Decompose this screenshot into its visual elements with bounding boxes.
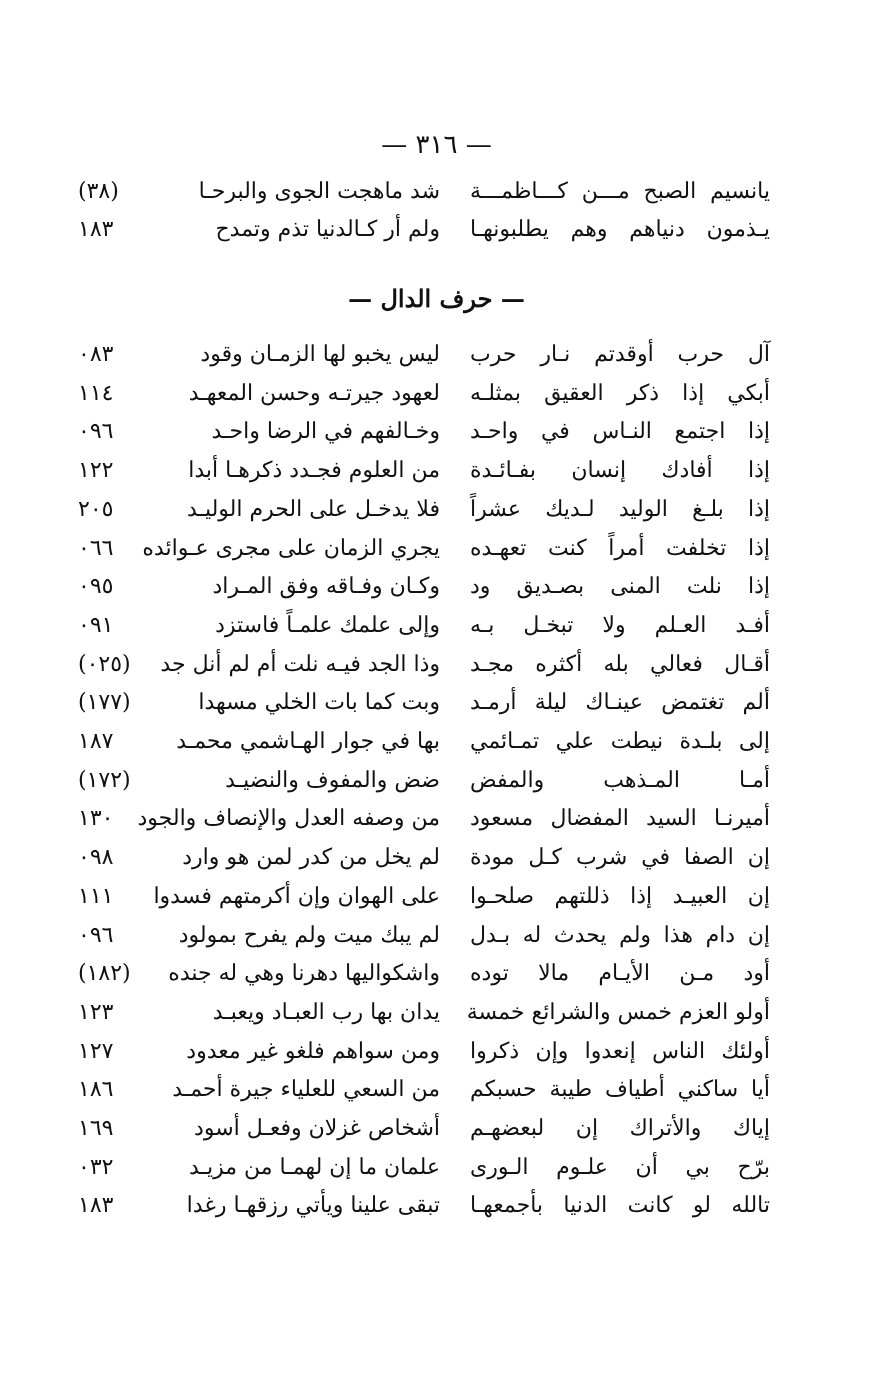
- verse-row: [78, 839, 770, 877]
- page-reference: ٢٠٥: [78, 496, 114, 522]
- first-hemistich: ألم تغتمض عينـاك ليلة أرمـد: [470, 690, 770, 716]
- first-hemistich: أبكي إذا ذكر العقيق بمثلـه: [470, 380, 770, 406]
- second-hemistich: شد ماهجت الجوى والبرحـا: [198, 179, 440, 204]
- second-hemistich: بها في جوار الهـاشمي محمـد: [176, 729, 440, 754]
- verse-row: [78, 336, 770, 374]
- first-hemistich: إذا اجتمع النـاس في واحـد: [470, 419, 770, 445]
- first-hemistich: يانسيم الصبح مـــن كـــاظمـــة: [470, 179, 770, 204]
- second-hemistich: وخـالفهم في الرضا واحـد: [211, 419, 440, 445]
- page-reference: (١٨٢): [78, 961, 131, 987]
- page-reference: (١٧٧): [78, 690, 131, 716]
- page-reference: ١١١: [78, 883, 114, 909]
- second-hemistich: ليس يخبو لها الزمـان وقود: [200, 342, 440, 367]
- second-hemistich: وبت كما بات الخلي مسهدا: [198, 690, 440, 716]
- verse-row: [78, 452, 770, 490]
- section-heading: — حرف الدال —: [348, 284, 525, 313]
- page-reference: ٠٨٣: [78, 342, 114, 367]
- page-reference: (١٧٢): [78, 767, 131, 793]
- verse-row: [78, 762, 770, 800]
- second-hemistich: أشخاص غزلان وفعـل أسود: [194, 1116, 440, 1141]
- verse-row: [78, 994, 770, 1032]
- page-reference: ١٣٠: [78, 806, 114, 832]
- second-hemistich: من السعي للعلياء جيرة أحمـد: [172, 1077, 440, 1103]
- first-hemistich: أفـد العـلم ولا تبخـل بـه: [470, 612, 770, 638]
- verse-row: [78, 1187, 770, 1225]
- verse-row: [78, 173, 770, 211]
- second-hemistich: واشكواليها دهرنا وهي له جنده: [168, 961, 440, 987]
- verse-row: [78, 375, 770, 413]
- verse-row: [78, 1033, 770, 1071]
- verse-row: [78, 917, 770, 955]
- verse-row: [78, 684, 770, 722]
- verse-row: [78, 1071, 770, 1109]
- verse-row: [78, 491, 770, 529]
- first-hemistich: إن دام هذا ولم يحدث له بـدل: [470, 922, 770, 948]
- page-reference: ١٨٧: [78, 729, 114, 754]
- first-hemistich: أود مـن الأيـام مالا توده: [470, 961, 770, 987]
- second-hemistich: من وصفه العدل والإنصاف والجود: [137, 806, 440, 832]
- verse-row: [78, 1149, 770, 1187]
- verse-row: [78, 723, 770, 761]
- second-hemistich: يجري الزمان على مجرى عـوائده: [142, 535, 440, 561]
- first-hemistich: أولئك الناس إنعدوا وإن ذكروا: [470, 1038, 770, 1064]
- first-hemistich: إياك والأتراك إن لبعضهـم: [470, 1116, 770, 1141]
- page-reference: ١٢٣: [78, 999, 114, 1025]
- verse-row: [78, 211, 770, 249]
- second-hemistich: وذا الجد فيـه نلت أم لم أنل جد: [160, 651, 440, 677]
- verse-row: [78, 878, 770, 916]
- verse-row: [78, 530, 770, 568]
- second-hemistich: لم يبك ميت ولم يفرح بمولود: [178, 922, 440, 948]
- second-hemistich: فلا يدخـل على الحرم الوليـد: [186, 496, 440, 522]
- first-hemistich: إذا تخلفت أمراً كنت تعهـده: [470, 535, 770, 561]
- page-reference: ٠٩٨: [78, 845, 114, 871]
- second-hemistich: لم يخل من كدر لمن هو وارد: [182, 845, 440, 871]
- page-reference: ١٢٧: [78, 1038, 114, 1064]
- verse-row: [78, 607, 770, 645]
- verse-row: [78, 955, 770, 993]
- page-reference: ١٨٣: [78, 217, 114, 242]
- page-reference: ٠٩٥: [78, 574, 114, 600]
- first-hemistich: إذا أفادك إنسان بفـائـدة: [470, 458, 770, 484]
- first-hemistich: إذا نلت المنى بصـديق ود: [470, 574, 770, 600]
- second-hemistich: وإلى علمك علمـاً فاستزد: [215, 612, 440, 638]
- first-hemistich: أولو العزم خمس والشرائع خمسة: [466, 999, 770, 1025]
- page-reference: ٠٩٦: [78, 922, 114, 948]
- page-reference: ٠٩٦: [78, 419, 114, 445]
- first-hemistich: أقـال فعالي بله أكثره مجـد: [470, 651, 770, 677]
- second-hemistich: وكـان وفـاقه وفق المـراد: [212, 574, 440, 600]
- first-hemistich: إن الصفا في شرب كـل مودة: [470, 845, 770, 871]
- second-hemistich: تبقى علينا ويأتي رزقهـا رغدا: [186, 1193, 440, 1219]
- second-hemistich: ولم أر كـالدنيا تذم وتمدح: [215, 217, 440, 242]
- second-hemistich: علمان ما إن لهمـا من مزيـد: [189, 1154, 440, 1180]
- page-reference: (٣٨): [78, 179, 119, 204]
- second-hemistich: يدان بها رب العبـاد ويعبـد: [212, 999, 440, 1025]
- page-reference: ١٢٢: [78, 458, 114, 484]
- first-hemistich: تالله لو كانت الدنيا بأجمعهـا: [470, 1193, 770, 1219]
- verse-row: [78, 1110, 770, 1148]
- page-reference: (٠٢٥): [78, 651, 131, 677]
- second-hemistich: لعهود جيرتـه وحسن المعهـد: [188, 380, 440, 406]
- second-hemistich: ضض والمفوف والنضيـد: [225, 767, 440, 793]
- verse-row: [78, 646, 770, 684]
- first-hemistich: أيا ساكني أطياف طيبة حسبكم: [470, 1077, 770, 1103]
- page-number: — ٣١٦ —: [381, 130, 492, 160]
- second-hemistich: ومن سواهم فلغو غير معدود: [186, 1038, 440, 1064]
- first-hemistich: أميرنـا السيد المفضال مسعود: [470, 806, 770, 832]
- page-reference: ١١٤: [78, 380, 114, 406]
- second-hemistich: على الهوان وإن أكرمتهم فسدوا: [153, 883, 440, 909]
- page-reference: ٠٣٢: [78, 1154, 114, 1180]
- verse-row: [78, 800, 770, 838]
- page-reference: ٠٦٦: [78, 535, 114, 561]
- first-hemistich: أمـا المـذهب والمفض: [470, 767, 770, 793]
- first-hemistich: إن العبيـد إذا ذللتهم صلحـوا: [470, 883, 770, 909]
- page-reference: ١٨٣: [78, 1193, 114, 1219]
- first-hemistich: آل حرب أوقدتم نـار حرب: [470, 342, 770, 367]
- page-reference: ٠٩١: [78, 612, 114, 638]
- first-hemistich: يـذمون دنياهم وهم يطلبونهـا: [470, 217, 770, 242]
- first-hemistich: إذا بلـغ الوليد لـديك عشراً: [470, 496, 770, 522]
- first-hemistich: برّح بي أن علـوم الـورى: [470, 1154, 770, 1180]
- page-reference: ١٦٩: [78, 1116, 114, 1141]
- second-hemistich: من العلوم فجـدد ذكرهـا أبدا: [188, 458, 440, 484]
- first-hemistich: إلى بلـدة نيطت علي تمـائمي: [470, 729, 770, 754]
- verse-row: [78, 413, 770, 451]
- verse-row: [78, 568, 770, 606]
- page-reference: ١٨٦: [78, 1077, 114, 1103]
